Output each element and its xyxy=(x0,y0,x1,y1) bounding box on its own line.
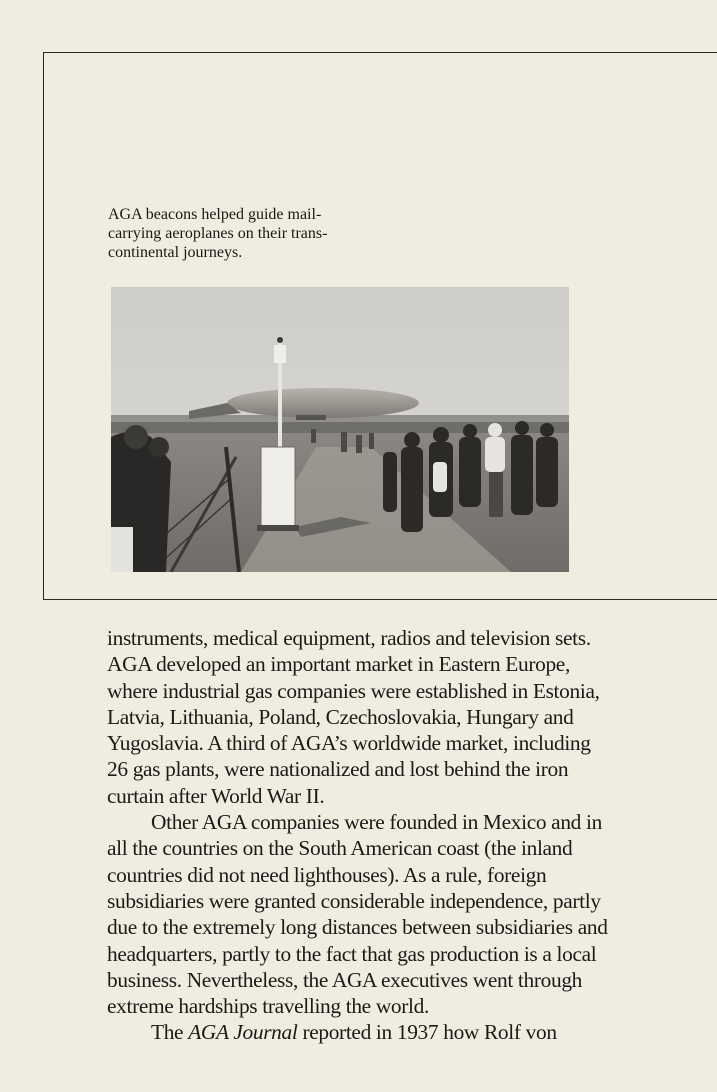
text-run: reported in 1937 how Rolf von xyxy=(297,1020,557,1045)
caption-line: AGA beacons helped guide mail- xyxy=(108,206,322,223)
paragraph xyxy=(107,1019,667,1045)
paragraph xyxy=(107,809,667,1019)
text-line: instruments, medical equipment, radios and television sets. xyxy=(107,626,591,650)
text-line: 26 gas plants, were nationalized and lost behind the iron xyxy=(107,757,569,782)
text-line: due to the extremely long distances between subsidiaries and xyxy=(107,915,608,940)
journal-title: AGA Journal xyxy=(188,1020,298,1045)
text-line: extreme hardships travelling the world. xyxy=(107,994,429,1019)
paragraph xyxy=(107,625,667,809)
text-line: Other AGA companies were founded in Mexico and in xyxy=(151,810,602,835)
text-line: Latvia, Lithuania, Poland, Czechoslovakia, Hungary and xyxy=(107,704,574,729)
text-line: all the countries on the South American coast (the inland xyxy=(107,836,573,861)
text-line: headquarters, partly to the fact that gas production is a local xyxy=(107,941,597,966)
text-line: Yugoslavia. A third of AGA’s worldwide market, including xyxy=(107,731,591,756)
airfield-beacon-photo xyxy=(111,287,569,572)
text-line: AGA developed an important market in Eastern Europe, xyxy=(107,652,570,677)
text-run: The xyxy=(151,1020,189,1045)
caption-line: continental journeys. xyxy=(108,244,243,261)
text-line: curtain after World War II. xyxy=(107,783,325,808)
text-line: subsidiaries were granted considerable independence, partly xyxy=(107,888,601,913)
caption-line: carrying aeroplanes on their trans- xyxy=(108,225,328,242)
text-line: business. Nevertheless, the AGA executives went through xyxy=(107,967,583,992)
figure-caption xyxy=(108,205,378,262)
text-line: countries did not need lighthouses). As a rule, foreign xyxy=(107,862,547,887)
body-text xyxy=(107,625,667,1046)
text-line: where industrial gas companies were established in Estonia, xyxy=(107,678,600,703)
